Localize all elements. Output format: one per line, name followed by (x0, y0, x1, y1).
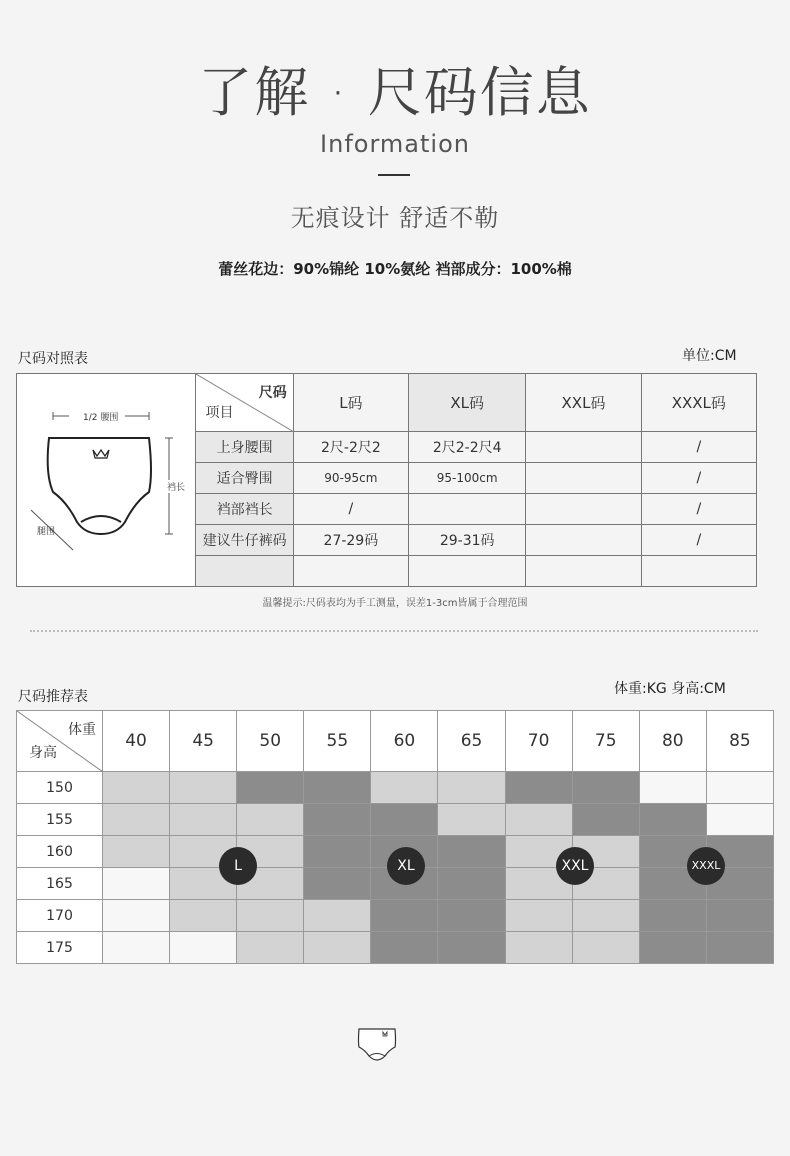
grid-cell (505, 804, 572, 836)
recommend-table (16, 710, 774, 964)
dotted-divider (30, 630, 758, 632)
grid-cell (237, 772, 304, 804)
grid-cell (438, 932, 505, 964)
grid-cell (103, 932, 170, 964)
grid-cell (706, 772, 773, 804)
size-corner-cell (196, 374, 293, 432)
grid-cell (170, 900, 237, 932)
grid-cell (170, 772, 237, 804)
diagram-cell (17, 374, 196, 587)
hip-label: 腿围 (37, 527, 56, 537)
grid-cell (371, 804, 438, 836)
length-label: 裆长 (167, 480, 185, 493)
height-label: 165 (17, 868, 103, 900)
grid-cell (103, 804, 170, 836)
grid-cell (304, 900, 371, 932)
corner-weight-label: 体重 (68, 722, 96, 738)
table-cell: 2尺-2尺2 (293, 432, 408, 463)
col-header: L码 (293, 374, 408, 432)
height-label: 155 (17, 804, 103, 836)
grid-cell (706, 900, 773, 932)
table-cell: / (641, 494, 756, 525)
table-row (17, 804, 774, 836)
title-divider (378, 174, 410, 176)
height-label: 160 (17, 836, 103, 868)
grid-cell (304, 772, 371, 804)
grid-cell (438, 836, 505, 868)
grid-cell (572, 900, 639, 932)
table-cell: 27-29码 (293, 525, 408, 556)
grid-cell (438, 900, 505, 932)
materials-text: 蕾丝花边：90%锦纶 10%氨纶 裆部成分：100%棉 (218, 260, 572, 278)
row-label (196, 556, 293, 587)
main-title: 了解 · 尺码信息 (198, 61, 592, 124)
weight-header: 70 (505, 711, 572, 772)
grid-cell (505, 900, 572, 932)
row-label: 上身腰围 (196, 432, 293, 463)
grid-cell (371, 900, 438, 932)
grid-cell (572, 804, 639, 836)
table-row (17, 772, 774, 804)
table-cell: / (641, 463, 756, 494)
col-header: XXL码 (526, 374, 641, 432)
weight-header: 55 (304, 711, 371, 772)
grid-cell (371, 932, 438, 964)
row-label: 建议牛仔裤码 (196, 525, 293, 556)
table-cell (526, 525, 641, 556)
grid-cell (438, 772, 505, 804)
briefs-icon (357, 1026, 397, 1062)
grid-cell (639, 772, 706, 804)
grid-cell (572, 772, 639, 804)
weight-header: 50 (237, 711, 304, 772)
grid-cell (237, 932, 304, 964)
grid-cell (170, 932, 237, 964)
subtitle: 无痕设计 舒适不勒 (290, 204, 500, 232)
weight-header: 60 (371, 711, 438, 772)
grid-cell (438, 868, 505, 900)
grid-cell (304, 868, 371, 900)
recommend-chart-unit: 体重:KG 身高:CM (614, 681, 726, 697)
weight-header: 40 (103, 711, 170, 772)
table-cell (641, 556, 756, 587)
height-label: 150 (17, 772, 103, 804)
grid-cell (371, 772, 438, 804)
grid-cell (237, 804, 304, 836)
size-badge-l: L (219, 847, 257, 885)
table-cell (526, 463, 641, 494)
grid-cell (438, 804, 505, 836)
info-title: Information (320, 130, 470, 158)
grid-cell (639, 932, 706, 964)
size-table (16, 373, 757, 587)
weight-header: 80 (639, 711, 706, 772)
table-cell: 95-100cm (409, 463, 526, 494)
table-cell (409, 494, 526, 525)
weight-header: 85 (706, 711, 773, 772)
measurement-note: 温馨提示:尺码表均为手工测量，误差1-3cm皆属于合理范围 (262, 598, 528, 609)
grid-cell (706, 804, 773, 836)
grid-cell (103, 868, 170, 900)
grid-cell (237, 900, 304, 932)
corner-size-label: 尺码 (258, 385, 287, 401)
row-label: 裆部裆长 (196, 494, 293, 525)
grid-cell (572, 932, 639, 964)
size-chart-unit: 单位:CM (682, 348, 737, 364)
half-waist-label: 1/2 腰围 (81, 410, 120, 423)
col-header: XXXL码 (641, 374, 756, 432)
table-cell (409, 556, 526, 587)
corner-item-label: 项目 (205, 405, 234, 421)
table-cell: / (293, 494, 408, 525)
grid-cell (639, 804, 706, 836)
weight-header: 75 (572, 711, 639, 772)
grid-cell (505, 932, 572, 964)
table-cell: 90-95cm (293, 463, 408, 494)
grid-cell (103, 900, 170, 932)
table-cell: / (641, 432, 756, 463)
table-row (17, 900, 774, 932)
grid-cell (304, 804, 371, 836)
grid-cell (639, 900, 706, 932)
table-cell: 29-31码 (409, 525, 526, 556)
table-cell (526, 556, 641, 587)
recommend-corner-cell (17, 711, 103, 772)
weight-header: 45 (170, 711, 237, 772)
recommend-chart-label: 尺码推荐表 (18, 689, 88, 705)
grid-cell (103, 836, 170, 868)
grid-cell (103, 772, 170, 804)
size-badge-xxl: XXL (556, 847, 594, 885)
col-header: XL码 (409, 374, 526, 432)
height-label: 175 (17, 932, 103, 964)
size-badge-xl: XL (387, 847, 425, 885)
table-cell (293, 556, 408, 587)
grid-cell (505, 772, 572, 804)
table-row (17, 932, 774, 964)
weight-header: 65 (438, 711, 505, 772)
height-label: 170 (17, 900, 103, 932)
table-cell: 2尺2-2尺4 (409, 432, 526, 463)
size-badge-xxxl: XXXL (687, 847, 725, 885)
table-cell: / (641, 525, 756, 556)
grid-cell (170, 804, 237, 836)
row-label: 适合臀围 (196, 463, 293, 494)
grid-cell (304, 836, 371, 868)
corner-height-label: 身高 (29, 745, 57, 761)
table-cell (526, 494, 641, 525)
table-cell (526, 432, 641, 463)
size-chart-label: 尺码对照表 (18, 351, 88, 367)
briefs-diagram-icon (17, 374, 195, 584)
grid-cell (304, 932, 371, 964)
grid-cell (706, 932, 773, 964)
